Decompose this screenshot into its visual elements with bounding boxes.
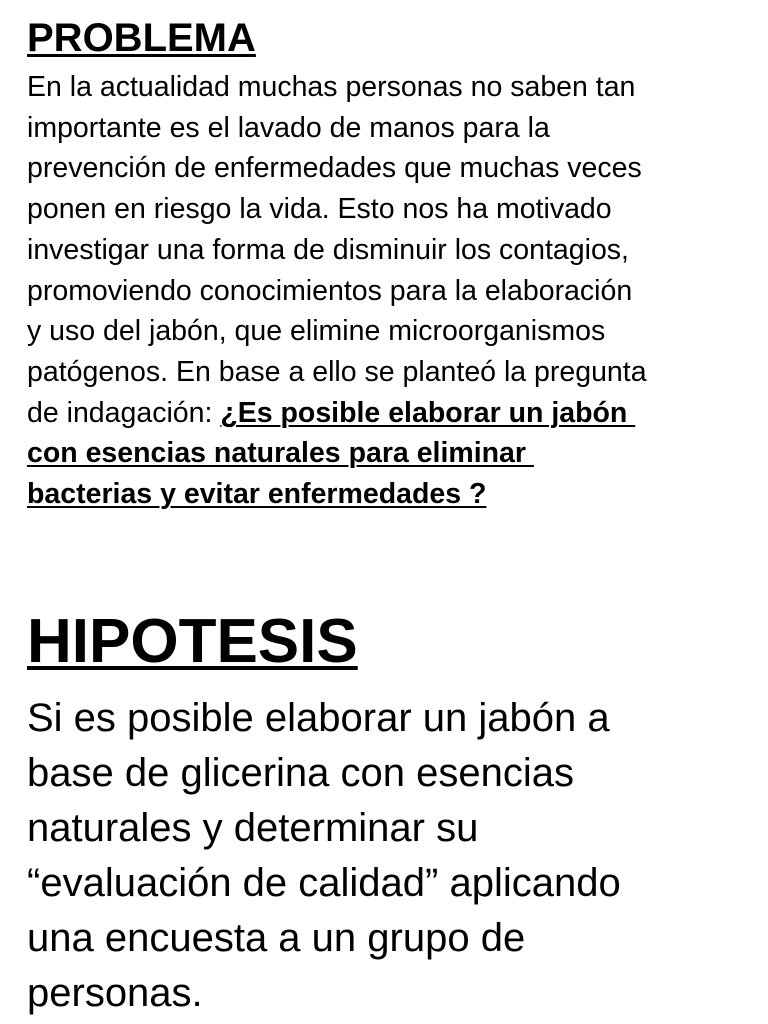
problema-line: promoviendo conocimientos para la elaboración xyxy=(27,274,633,307)
hipotesis-line: una encuesta a un grupo de xyxy=(27,916,526,960)
problema-line: importante es el lavado de manos para la xyxy=(27,111,550,144)
hipotesis-line: Si es posible elaborar un jabón a xyxy=(27,696,610,740)
hipotesis-line: naturales y determinar su xyxy=(27,806,479,850)
problema-line: ponen en riesgo la vida. Esto nos ha motivado xyxy=(27,193,612,226)
research-question-part: ¿Es posible elaborar un jabón xyxy=(220,396,636,429)
research-question-part: bacterias y evitar enfermedades ? xyxy=(27,478,487,511)
question-line xyxy=(27,474,757,515)
hipotesis-heading: HIPOTESIS xyxy=(27,607,358,676)
problema-paragraph xyxy=(27,67,757,515)
question-intro: de indagación: xyxy=(27,396,221,429)
hipotesis-line: “evaluación de calidad” aplicando xyxy=(27,861,621,905)
problema-heading: PROBLEMA xyxy=(27,16,256,60)
problema-line: y uso del jabón, que elimine microorganismos xyxy=(27,315,606,348)
research-question-part: con esencias naturales para eliminar xyxy=(27,437,534,470)
problema-line: patógenos. En base a ello se planteó la pregunta xyxy=(27,355,647,388)
hipotesis-paragraph xyxy=(27,691,757,1021)
question-line xyxy=(27,433,757,474)
problema-line: prevención de enfermedades que muchas veces xyxy=(27,152,642,185)
problema-line: En la actualidad muchas personas no saben tan xyxy=(27,71,636,103)
hipotesis-line: base de glicerina con esencias xyxy=(27,751,575,795)
hipotesis-line: personas. xyxy=(27,971,203,1015)
question-line xyxy=(27,393,757,434)
problema-line: investigar una forma de disminuir los contagios, xyxy=(27,233,629,266)
